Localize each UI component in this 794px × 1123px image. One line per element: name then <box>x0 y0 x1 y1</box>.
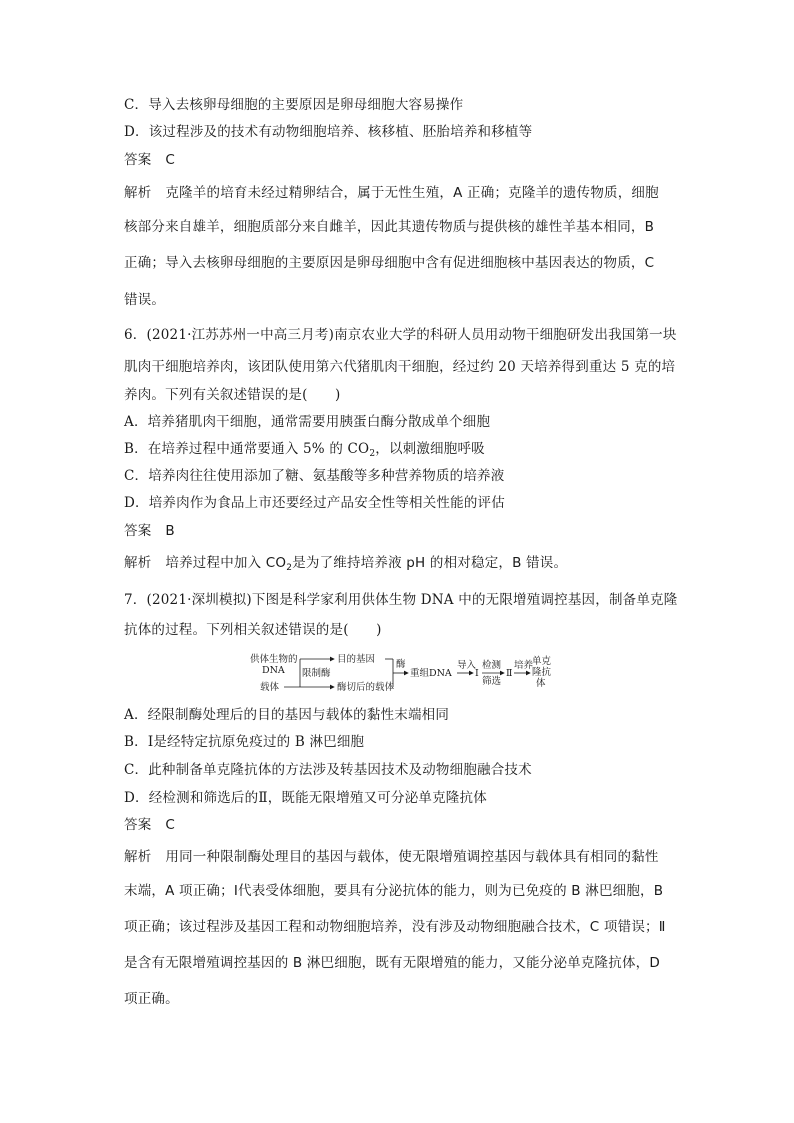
q7-analysis-line: 项正确。 <box>124 991 179 1007</box>
q6-option-d: D．培养肉作为食品上市还要经过产品安全性等相关性能的评估 <box>124 495 505 511</box>
q5-analysis-line: 正确；导入去核卵母细胞的主要原因是卵母细胞中含有促进细胞核中基因表达的物质，C <box>124 255 655 271</box>
vector-label: 载体 <box>260 682 280 693</box>
process-diagram <box>248 652 588 694</box>
antibody-label: 隆抗 <box>532 667 552 678</box>
target-gene-label: 目的基因 <box>337 654 376 665</box>
answer-value: C <box>165 817 176 833</box>
q7-option-b: B．Ⅰ是经特定抗原免疫过的 B 淋巴细胞 <box>124 734 365 750</box>
donor-dna-label: 供体生物的 <box>250 654 298 665</box>
import-label: 导入 <box>457 660 477 671</box>
q7-analysis-line: 末端，A 项正确；Ⅰ代表受体细胞，要具有分泌抗体的能力，则为已免疫的 B 淋巴细胞，B <box>124 883 664 899</box>
q6-stem-line: 6．(2021·江苏苏州一中高三月考)南京农业大学的科研人员用动物干细胞研发出我国第一块 <box>124 327 677 343</box>
option-text: ，以刺激细胞呼吸 <box>375 441 485 457</box>
recombinant-dna-label: 重组DNA <box>410 668 452 679</box>
antibody-label: 体 <box>536 678 546 689</box>
q6-analysis <box>124 553 567 578</box>
q6-stem-line: 养肉。下列有关叙述错误的是( ) <box>124 387 341 403</box>
q6-stem-line: 肌肉干细胞培养肉，该团队使用第六代猪肌肉干细胞，经过约 20 天培养得到重达 5 克的培 <box>124 359 676 375</box>
screen-label: 筛选 <box>482 676 502 687</box>
analysis-text: 培养过程中加入 CO <box>165 555 287 571</box>
detect-label: 检测 <box>482 660 502 671</box>
answer-value: C <box>165 152 176 168</box>
ligase-label: 酶 <box>396 659 406 670</box>
cell-two-label: Ⅱ <box>506 668 513 679</box>
q7-answer <box>124 815 175 835</box>
analysis-text: 是为了维持培养液 pH 的相对稳定，B 错误。 <box>292 555 568 571</box>
q5-analysis-line: 核部分来自雄羊，细胞质部分来自雌羊，因此其遗传物质与提供核的雄性羊基本相同，B <box>124 219 655 235</box>
q7-analysis-line: 是含有无限增殖调控基因的 B 淋巴细胞，既有无限增殖的能力，又能分泌单克隆抗体，D <box>124 955 660 971</box>
cut-vector-label: 酶切后的载体 <box>337 682 395 693</box>
q7-option-c: C．此种制备单克隆抗体的方法涉及转基因技术及动物细胞融合技术 <box>124 762 532 778</box>
donor-dna-label: DNA <box>262 665 285 676</box>
q7-stem-line: 抗体的过程。下列相关叙述错误的是( ) <box>124 622 382 638</box>
option-text: B．在培养过程中通常要通入 5% 的 CO <box>124 441 370 457</box>
q7-option-d: D．经检测和筛选后的Ⅱ，既能无限增殖又可分泌单克隆抗体 <box>124 790 487 806</box>
subscript: 2 <box>369 449 376 459</box>
antibody-label: 单克 <box>532 656 552 667</box>
q7-stem-line: 7．(2021·深圳模拟)下图是科学家利用供体生物 DNA 中的无限增殖调控基因，制备单克隆 <box>124 592 678 608</box>
analysis-label: 解析 <box>124 555 152 571</box>
q5-analysis-line: 错误。 <box>124 292 166 308</box>
analysis-text: 用同一种限制酶处理目的基因与载体，使无限增殖调控基因与载体具有相同的黏性 <box>165 849 659 865</box>
analysis-label: 解析 <box>124 185 152 201</box>
answer-label: 答案 <box>124 152 152 168</box>
analysis-label: 解析 <box>124 849 152 865</box>
answer-value: B <box>165 523 175 539</box>
q6-answer <box>124 521 175 541</box>
q7-analysis-line <box>124 847 659 867</box>
q6-option-a: A．培养猪肌肉干细胞，通常需要用胰蛋白酶分散成单个细胞 <box>124 414 491 430</box>
subscript: 2 <box>286 563 293 573</box>
q5-option-d: D．该过程涉及的技术有动物细胞培养、核移植、胚胎培养和移植等 <box>124 124 533 140</box>
restriction-enzyme-label: 限制酶 <box>302 668 331 679</box>
culture-label: 培养 <box>514 660 534 671</box>
q5-analysis-line <box>124 183 659 203</box>
analysis-text: 克隆羊的培育未经过精卵结合，属于无性生殖，A 正确；克隆羊的遗传物质，细胞 <box>165 185 659 201</box>
q5-answer <box>124 150 175 170</box>
q6-option-c: C．培养肉往往使用添加了糖、氨基酸等多种营养物质的培养液 <box>124 468 505 484</box>
q7-analysis-line: 项正确；该过程涉及基因工程和动物细胞培养，没有涉及动物细胞融合技术，C 项错误；Ⅱ <box>124 919 666 935</box>
q6-option-b <box>124 439 485 464</box>
answer-label: 答案 <box>124 523 152 539</box>
cell-one-label: Ⅰ <box>475 668 479 679</box>
answer-label: 答案 <box>124 817 152 833</box>
q7-option-a: A．经限制酶处理后的目的基因与载体的黏性末端相同 <box>124 707 450 723</box>
q5-option-c: C．导入去核卵母细胞的主要原因是卵母细胞大容易操作 <box>124 97 464 113</box>
